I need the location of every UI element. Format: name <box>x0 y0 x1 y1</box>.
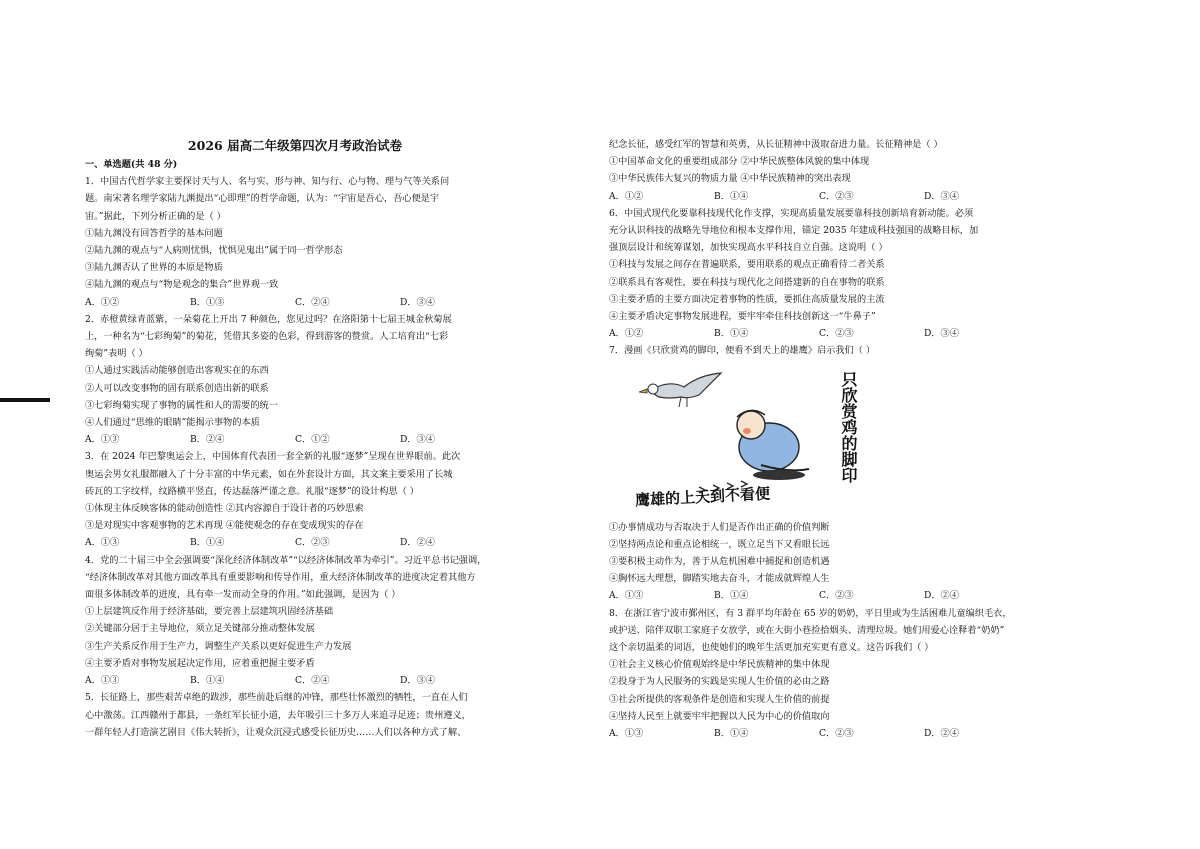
question-stem-line: 宙。”据此，下列分析正确的是（ ） <box>85 210 226 222</box>
question-item: ④陆九渊的观点与“物是观念的集合”世界观一致 <box>85 279 279 291</box>
question-item: ①中国革命文化的重要组成部分 ②中华民族整体风貌的集中体现 <box>609 156 870 168</box>
question-item: ④主要矛盾决定事物发展进程，要牢牢牵住科技创新这一“牛鼻子” <box>609 311 876 323</box>
option-c: C．②③ <box>819 590 854 602</box>
question-item: ②关键部分居于主导地位，须立足关键部分推动整体发展 <box>85 623 315 635</box>
question-7 <box>609 342 1029 604</box>
question-stem-line: 上，一种名为“七彩绚菊”的菊花，凭借其多姿的色彩，得到游客的赞赏。人工培育出“七彩 <box>85 331 449 343</box>
question-stem-line: 7．漫画《只欣赏鸡的脚印，便看不到天上的雄鹰》启示我们（ ） <box>609 345 876 357</box>
question-item: ③要积极主动作为，善于从危机困难中捕捉和创造机遇 <box>609 556 830 568</box>
question-item: ④胸怀远大理想，脚踏实地去奋斗，才能成就辉煌人生 <box>609 573 830 585</box>
cartoon-side-caption: 只欣赏鸡的脚印 <box>839 370 858 483</box>
left-column <box>85 136 505 741</box>
option-a: A．①③ <box>609 728 644 740</box>
question-stem-line: 纪念长征，感受红军的智慧和英勇，从长征精神中汲取奋进力量。长征精神是（ ） <box>609 139 943 150</box>
question-item: ③中华民族伟大复兴的物质力量 ④中华民族精神的突出表现 <box>609 173 851 185</box>
option-b: B．①④ <box>714 190 749 202</box>
question-stem-line: 绚菊”表明（ ） <box>85 348 148 360</box>
question-stem-line: 5．长征路上，那些艰苦卓绝的跋涉，那些前赴后继的冲锋，那些壮怀激烈的牺牲，一直在人们 <box>85 692 468 704</box>
question-stem-line: “经济体制改革对其他方面改革具有重要影响和传导作用，重大经济体制改革的进度决定着其他方 <box>85 571 476 583</box>
question-stem-line: 2．赤橙黄绿青蓝紫，一朵菊花上开出 7 种颜色，您见过吗？在洛阳第十七届王城金秋菊展 <box>85 313 452 325</box>
answer-options <box>85 431 445 448</box>
eagle-figure <box>639 373 721 407</box>
question-stem-line: 3．在 2024 年巴黎奥运会上，中国体育代表团一套全新的礼服“逐梦”呈现在世界眼前。此次 <box>85 451 461 463</box>
question-item: ①办事情成功与否取决于人们是否作出正确的价值判断 <box>609 521 830 533</box>
answer-options <box>85 672 445 689</box>
right-column <box>609 136 1029 742</box>
option-b: B．①④ <box>714 328 749 340</box>
answer-options <box>85 534 445 551</box>
question-item: ②陆九渊的观点与“人病则忧惧，忧惧见鬼出”属于同一哲学形态 <box>85 245 343 257</box>
option-d: D．③④ <box>924 328 959 340</box>
question-item: ①上层建筑反作用于经济基础，要完善上层建筑巩固经济基础 <box>85 606 334 618</box>
question-stem-line: 8．在浙江省宁波市鄞州区，有 3 群平均年龄在 65 岁的奶奶，平日里或为生活困难儿童编织毛衣， <box>609 607 1012 619</box>
question-item: ①社会主义核心价值观始终是中华民族精神的集中体现 <box>609 659 830 671</box>
option-d: D．③④ <box>400 296 435 308</box>
option-a: A．①③ <box>85 675 120 687</box>
question-3 <box>85 448 505 551</box>
option-d: D．③④ <box>400 434 435 446</box>
question-2 <box>85 311 505 449</box>
question-item: ②投身于为人民服务的实践是实现人生价值的必由之路 <box>609 676 830 688</box>
question-item: ③生产关系反作用于生产力，调整生产关系以更好促进生产力发展 <box>85 640 352 652</box>
option-b: B．①④ <box>714 590 749 602</box>
question-stem-line: 6．中国式现代化要靠科技现代化作支撑，实现高质量发展要靠科技创新培育新动能。必须 <box>609 207 974 219</box>
option-c: C．①② <box>295 434 330 446</box>
question-8 <box>609 605 1029 743</box>
question-1 <box>85 173 505 311</box>
option-a: A．①③ <box>609 590 644 602</box>
question-stem-line: 或护送、陪伴双职工家庭子女放学，或在大街小巷捡拾烟头、清理垃圾。她们用爱心诠释着“奶奶” <box>609 624 1005 636</box>
question-item: ②坚持两点论和重点论相统一，既立足当下又看眼长远 <box>609 538 830 550</box>
answer-options <box>609 188 969 205</box>
question-item: ④主要矛盾对事物发展起决定作用，应着重把握主要矛盾 <box>85 657 315 669</box>
crouching-man-figure <box>737 410 809 480</box>
question-item: ③陆九渊否认了世界的本原是物质 <box>85 262 223 274</box>
option-a: A．①③ <box>85 537 120 549</box>
question-item: ①科技与发展之间存在普遍联系，要用联系的观点正确看待二者关系 <box>609 259 885 271</box>
question-stem-line: 面很多体制改革的进度，具有牵一发而动全身的作用。”如此强调，是因为（ ） <box>85 589 401 601</box>
option-d: D．③④ <box>924 190 959 202</box>
question-stem-line: 砖瓦的工字纹样，纹路横平竖直，传达磊落严谨之意。礼服“逐梦”的设计构思（ ） <box>85 485 419 497</box>
option-b: B．①③ <box>190 296 225 308</box>
answer-options <box>609 587 969 604</box>
option-b: B．①④ <box>190 675 225 687</box>
question-5-part-1 <box>85 689 505 741</box>
option-b: B．①④ <box>190 537 225 549</box>
question-4 <box>85 552 505 690</box>
answer-options <box>85 294 445 311</box>
question-stem-line: 心中激荡。江西赣州于都县，一条红军长征小道，去年吸引三十多万人来追寻足迹；贵州遵义， <box>85 709 471 721</box>
option-d: D．②④ <box>400 537 435 549</box>
exam-title: 2026 届高二年级第四次月考政治试卷 <box>187 138 403 153</box>
cartoon-bottom-caption: 鹰雄的上天到不看便 <box>634 484 771 510</box>
option-b: B．①④ <box>714 728 749 740</box>
option-d: D．②④ <box>924 728 959 740</box>
question-stem-line: 强顶层设计和统筹谋划，加快实现高水平科技自立自强。这说明（ ） <box>609 242 888 254</box>
question-item: ①人通过实践活动能够创造出客观实在的东西 <box>85 365 269 377</box>
option-a: A．①② <box>609 190 644 202</box>
option-a: A．①② <box>609 328 644 340</box>
option-d: D．②④ <box>924 590 959 602</box>
answer-options <box>609 325 969 342</box>
option-c: C．②④ <box>295 675 330 687</box>
question-item: ②联系具有客观性，要在科技与现代化之间搭建新的自在事物的联系 <box>609 276 885 288</box>
section-heading: 一、单选题(共 48 分) <box>85 159 178 170</box>
question-stem-line: 这个亲切温柔的词语，也使她们的晚年生活更加充实更有意义。这告诉我们（ ） <box>609 642 934 654</box>
answer-options <box>609 725 969 742</box>
option-b: B．②④ <box>190 434 225 446</box>
question-stem-line: 充分认识科技的战略先导地位和根本支撑作用，锚定 2035 年建成科技强国的战略目标，加 <box>609 225 979 237</box>
question-stem-line: 一群年轻人打造演艺剧目《伟大转折》，让观众沉浸式感受长征历史……人们以各种方式了解、 <box>85 726 467 738</box>
question-stem-line: 题。南宋著名理学家陆九渊提出“心即理”的哲学命题，认为：“宇宙是吾心，吾心便是宇 <box>85 193 440 205</box>
question-item: ①体现主体反映客体的能动创造性 ②其内容源自于设计者的巧妙思索 <box>85 503 364 515</box>
option-c: C．②③ <box>819 328 854 340</box>
option-c: C．②③ <box>819 190 854 202</box>
question-item: ④人们通过“思维的眼睛”能揭示事物的本质 <box>85 417 260 429</box>
question-stem-line: 奥运会男女礼服都融入了十分丰富的中华元素，如在外套设计方面，其文案主要采用了长城 <box>85 468 453 480</box>
option-c: C．②③ <box>295 537 330 549</box>
question-6 <box>609 205 1029 343</box>
question-5-part-2 <box>609 136 1029 205</box>
question-item: ④坚持人民至上就要牢牢把握以人民为中心的价值取向 <box>609 710 830 722</box>
option-a: A．①③ <box>85 434 120 446</box>
cartoon-illustration <box>629 365 859 513</box>
option-c: C．②④ <box>295 296 330 308</box>
option-a: A．①② <box>85 296 120 308</box>
question-item: ①陆九渊没有回答哲学的基本问题 <box>85 227 223 239</box>
question-stem-line: 4．党的二十届三中全会强调要“深化经济体制改革”“以经济体制改革为牵引”。习近平总书记强调， <box>85 554 487 566</box>
question-item: ②人可以改变事物的固有联系创造出新的联系 <box>85 382 269 394</box>
option-d: D．③④ <box>400 675 435 687</box>
option-c: C．②③ <box>819 728 854 740</box>
question-item: ③社会所提供的客观条件是创造和实现人生价值的前提 <box>609 693 830 705</box>
question-item: ③主要矛盾的主要方面决定着事物的性质，要抓住高质量发展的主流 <box>609 293 885 305</box>
question-stem-line: 1．中国古代哲学家主要探讨天与人、名与实、形与神、知与行、心与物、理与气等关系问 <box>85 176 450 188</box>
binding-margin-mark <box>0 398 50 402</box>
question-item: ③七彩绚菊实现了事物的属性和人的需要的统一 <box>85 399 278 411</box>
question-item: ③是对现实中客观事物的艺术再现 ④能使观念的存在变成现实的存在 <box>85 520 364 532</box>
